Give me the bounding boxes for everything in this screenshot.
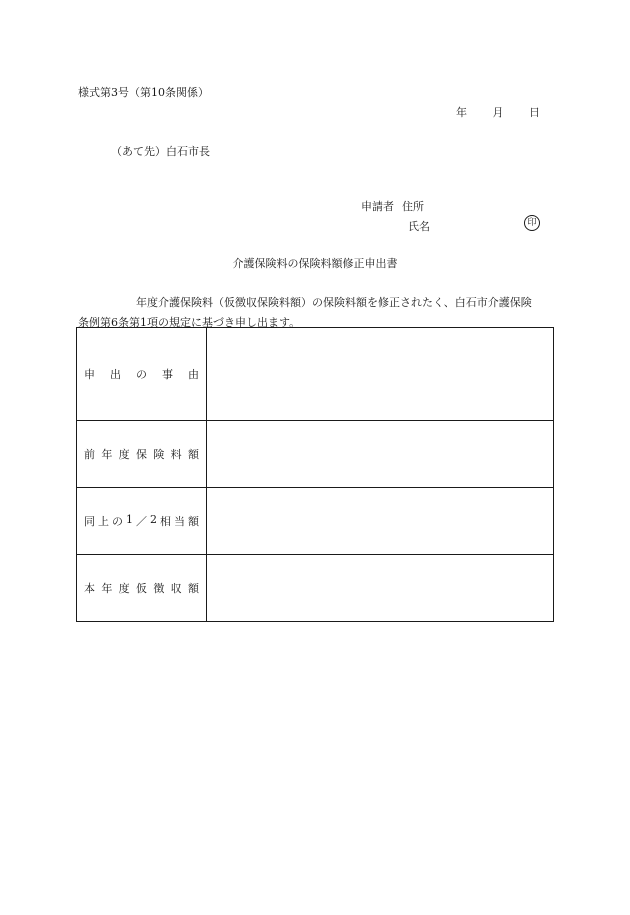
half-amount-value-cell[interactable] <box>207 488 554 555</box>
reason-value-cell[interactable] <box>207 328 554 421</box>
applicant-label: 申請者 <box>361 200 394 213</box>
date-year-label: 年 <box>456 106 467 119</box>
name-label: 氏名 <box>408 220 430 233</box>
addressee: （あて先）白石市長 <box>111 145 210 158</box>
previous-year-premium-label-cell <box>77 421 207 488</box>
applicant-address-line <box>361 198 424 214</box>
document-title: 介護保険料の保険料額修正申出書 <box>232 257 398 270</box>
seal-icon: 印 <box>524 215 540 231</box>
form-number: 様式第3号（第10条関係） <box>78 86 209 99</box>
previous-year-premium-value-cell[interactable] <box>207 421 554 488</box>
body-text-line-1: 年度介護保険料（仮徴収保険料額）の保険料額を修正されたく、白石市介護保険 <box>136 296 532 309</box>
table-row-current-provisional-amount <box>77 555 554 622</box>
current-provisional-amount-label: 本 年 度 仮 徴 収 額 <box>84 582 199 595</box>
date-line <box>456 104 540 120</box>
table-row-reason <box>77 328 554 421</box>
date-day-label: 日 <box>529 106 540 119</box>
address-label: 住所 <box>402 200 424 213</box>
body-text-line-2: 条例第6条第1項の規定に基づき申し出ます。 <box>78 316 301 329</box>
form-table <box>76 327 554 622</box>
previous-year-premium-label: 前 年 度 保 険 料 額 <box>84 448 199 461</box>
half-amount-label: 同 上 の 1 ／ 2 相 当 額 <box>84 513 199 528</box>
half-amount-label-cell <box>77 488 207 555</box>
table-row-previous-year-premium <box>77 421 554 488</box>
date-month-label: 月 <box>492 106 504 119</box>
reason-label-cell <box>77 328 207 421</box>
current-provisional-amount-label-cell <box>77 555 207 622</box>
table-row-half-amount <box>77 488 554 555</box>
current-provisional-amount-value-cell[interactable] <box>207 555 554 622</box>
reason-label: 申 出 の 事 由 <box>84 368 199 381</box>
